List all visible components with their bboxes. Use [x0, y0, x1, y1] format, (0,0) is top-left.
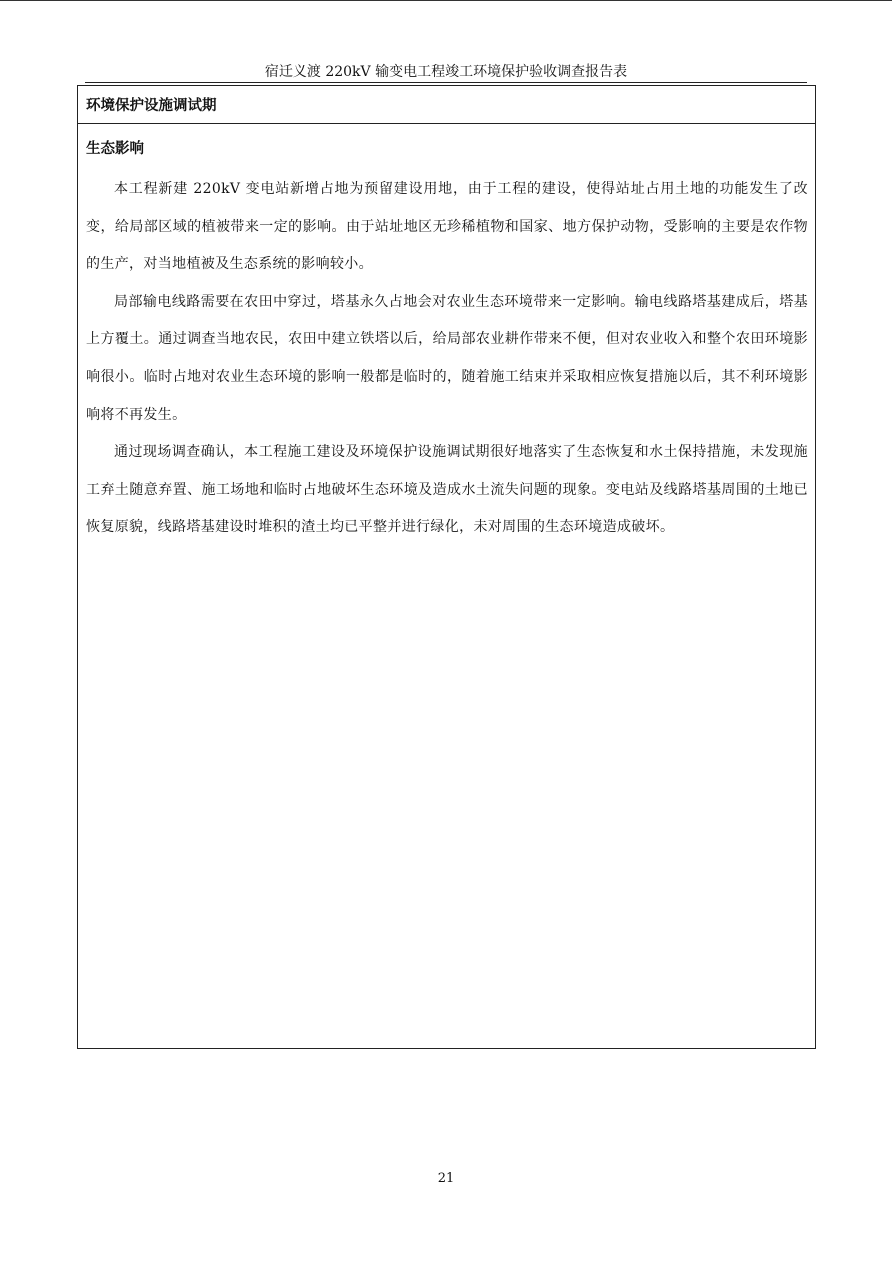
section-content: [78, 124, 815, 547]
section-title: 环境保护设施调试期: [86, 98, 217, 114]
page-number: 21: [437, 1171, 455, 1186]
subsection-heading: 生态影响: [86, 141, 144, 157]
section-title-row: [78, 86, 815, 124]
running-header: 宿迁义渡 220kV 输变电工程竣工环境保护验收调查报告表: [264, 64, 628, 80]
body-paragraph: 通过现场调查确认，本工程施工建设及环境保护设施调试期很好地落实了生态恢复和水土保持措施，未发现施工弃土随意弃置、施工场地和临时占地破坏生态环境及造成水土流失问题的现象。变电站及线路塔基周围的土地已恢复原貌，线路塔基建设时堆积的渣土均已平整并进行绿化，未对周围的生态环境造成破坏。: [86, 444, 808, 536]
body-paragraph: 局部输电线路需要在农田中穿过，塔基永久占地会对农业生态环境带来一定影响。输电线路塔基建成后，塔基上方覆土。通过调查当地农民，农田中建立铁塔以后，给局部农业耕作带来不便，但对农业收入和整个农田环境影响很小。临时占地对农业生态环境的影响一般都是临时的，随着施工结束并采取相应恢复措施以后，其不利环境影响将不再发生。: [86, 293, 808, 423]
header-rule: [85, 82, 807, 83]
page-top-border: [0, 0, 892, 1]
body-paragraph: 本工程新建 220kV 变电站新增占地为预留建设用地，由于工程的建设，使得站址占用土地的功能发生了改变，给局部区域的植被带来一定的影响。由于站址地区无珍稀植物和国家、地方保护动物，受影响的主要是农作物的生产，对当地植被及生态系统的影响较小。: [86, 181, 808, 273]
report-table: [77, 85, 816, 1049]
